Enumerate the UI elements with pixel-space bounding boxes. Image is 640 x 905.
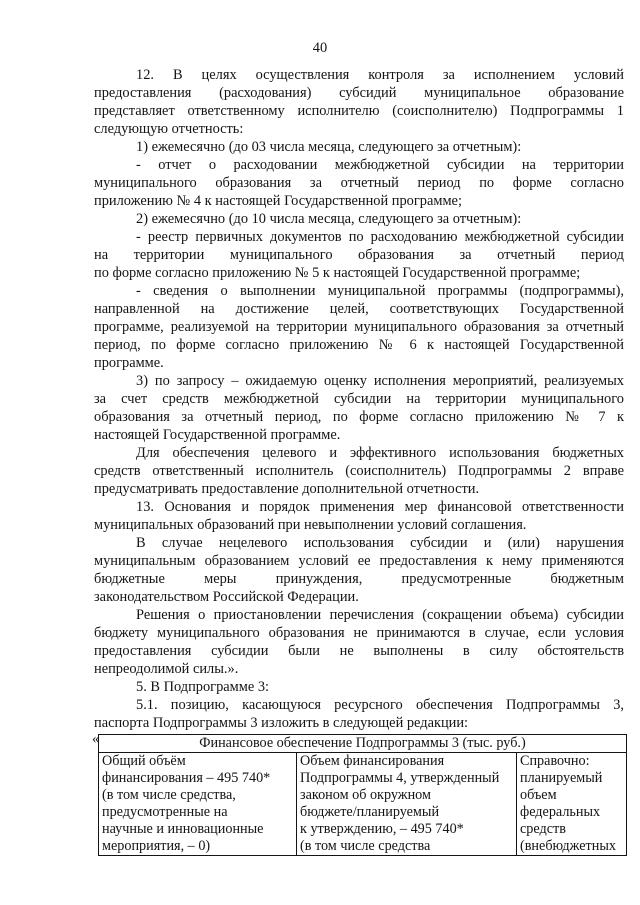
text-line: - сведения о выполнении муниципальной программы (подпрограммы), bbox=[136, 283, 624, 299]
text-line: предоставления субсидии были не выполнены в силу обстоятельств bbox=[94, 643, 624, 659]
text-line: муниципальным образованием условий ее предоставления к нему применяются bbox=[94, 553, 624, 569]
table-cell-reference: Справочно: планируемый объем федеральных средств (внебюджетных bbox=[517, 753, 627, 856]
table-cell-total: Общий объём финансирования – 495 740* (в том числе средства, предусмотренные на научные и инновационные мероприятия, – 0) bbox=[99, 753, 297, 856]
table-cell-volume: Объем финансирования Подпрограммы 4, утвержденный законом об окружном бюджете/планируемый к утверждению, – 495 740* (в том числе средства bbox=[297, 753, 517, 856]
text-line: следующую отчетность: bbox=[94, 121, 244, 137]
text-line: период, по форме согласно приложению № 6 к настоящей Государственной bbox=[94, 337, 624, 353]
text-line: 1) ежемесячно (до 03 числа месяца, следующего за отчетным): bbox=[136, 139, 522, 155]
text-line: бюджетные меры принуждения, предусмотренные бюджетным bbox=[94, 571, 624, 587]
text-line: 13. Основания и порядок применения мер финансовой ответственности bbox=[136, 499, 624, 515]
text-line: 12. В целях осуществления контроля за исполнением условий bbox=[136, 67, 624, 83]
text-line: образования за отчетный период, по форме согласно приложению № 7 к bbox=[94, 409, 624, 425]
text-line: на территории муниципального образования за отчетный период bbox=[94, 247, 624, 263]
text-line: Для обеспечения целевого и эффективного использования бюджетных bbox=[136, 445, 624, 461]
text-line: 5.1. позицию, касающуюся ресурсного обеспечения Подпрограммы 3, bbox=[136, 697, 624, 713]
text-line: за счет средств межбюджетной субсидии на территории муниципального bbox=[94, 391, 624, 407]
text-line: приложению № 4 к настоящей Государственной программе; bbox=[94, 193, 462, 209]
open-quote: « bbox=[92, 731, 100, 747]
text-line: настоящей Государственной программе. bbox=[94, 427, 341, 443]
text-line: паспорта Подпрограммы 3 изложить в следующей редакции: bbox=[94, 715, 469, 731]
text-line: представляет ответственному исполнителю (соисполнителю) Подпрограммы 1 bbox=[94, 103, 624, 119]
text-line: Решения о приостановлении перечисления (сокращении объема) субсидии bbox=[136, 607, 624, 623]
table-header: Финансовое обеспечение Подпрограммы 3 (тыс. руб.) bbox=[99, 735, 627, 753]
text-line: муниципального образования за отчетный период по форме согласно bbox=[94, 175, 624, 191]
financing-table bbox=[98, 734, 627, 856]
text-line: - реестр первичных документов по расходованию межбюджетной субсидии bbox=[136, 229, 624, 245]
text-line: 3) по запросу – ожидаемую оценку исполнения мероприятий, реализуемых bbox=[136, 373, 624, 389]
text-line: по форме согласно приложению № 5 к настоящей Государственной программе; bbox=[94, 265, 581, 281]
text-line: В случае нецелевого использования субсидии и (или) нарушения bbox=[136, 535, 624, 551]
text-line: направленной на достижение целей, соответствующих Государственной bbox=[94, 301, 624, 317]
text-line: 2) ежемесячно (до 10 числа месяца, следующего за отчетным): bbox=[136, 211, 522, 227]
text-line: законодательством Российской Федерации. bbox=[94, 589, 359, 605]
text-line: программе. bbox=[94, 355, 164, 371]
text-line: средств ответственный исполнитель (соисполнитель) Подпрограммы 2 вправе bbox=[94, 463, 624, 479]
text-line: - отчет о расходовании межбюджетной субсидии на территории bbox=[136, 157, 624, 173]
text-line: программе, реализуемой на территории муниципального образования за отчетный bbox=[94, 319, 624, 335]
text-line: предусматривать предоставление дополнительной отчетности. bbox=[94, 481, 480, 497]
page-number: 40 bbox=[312, 40, 328, 56]
text-line: 5. В Подпрограмме 3: bbox=[136, 679, 270, 695]
text-line: непреодолимой силы.». bbox=[94, 661, 239, 677]
text-line: бюджету муниципального образования не принимаются в случае, если условия bbox=[94, 625, 624, 641]
text-line: предоставления (расходования) субсидий муниципальное образование bbox=[94, 85, 624, 101]
text-line: муниципальных образований при невыполнении условий соглашения. bbox=[94, 517, 527, 533]
